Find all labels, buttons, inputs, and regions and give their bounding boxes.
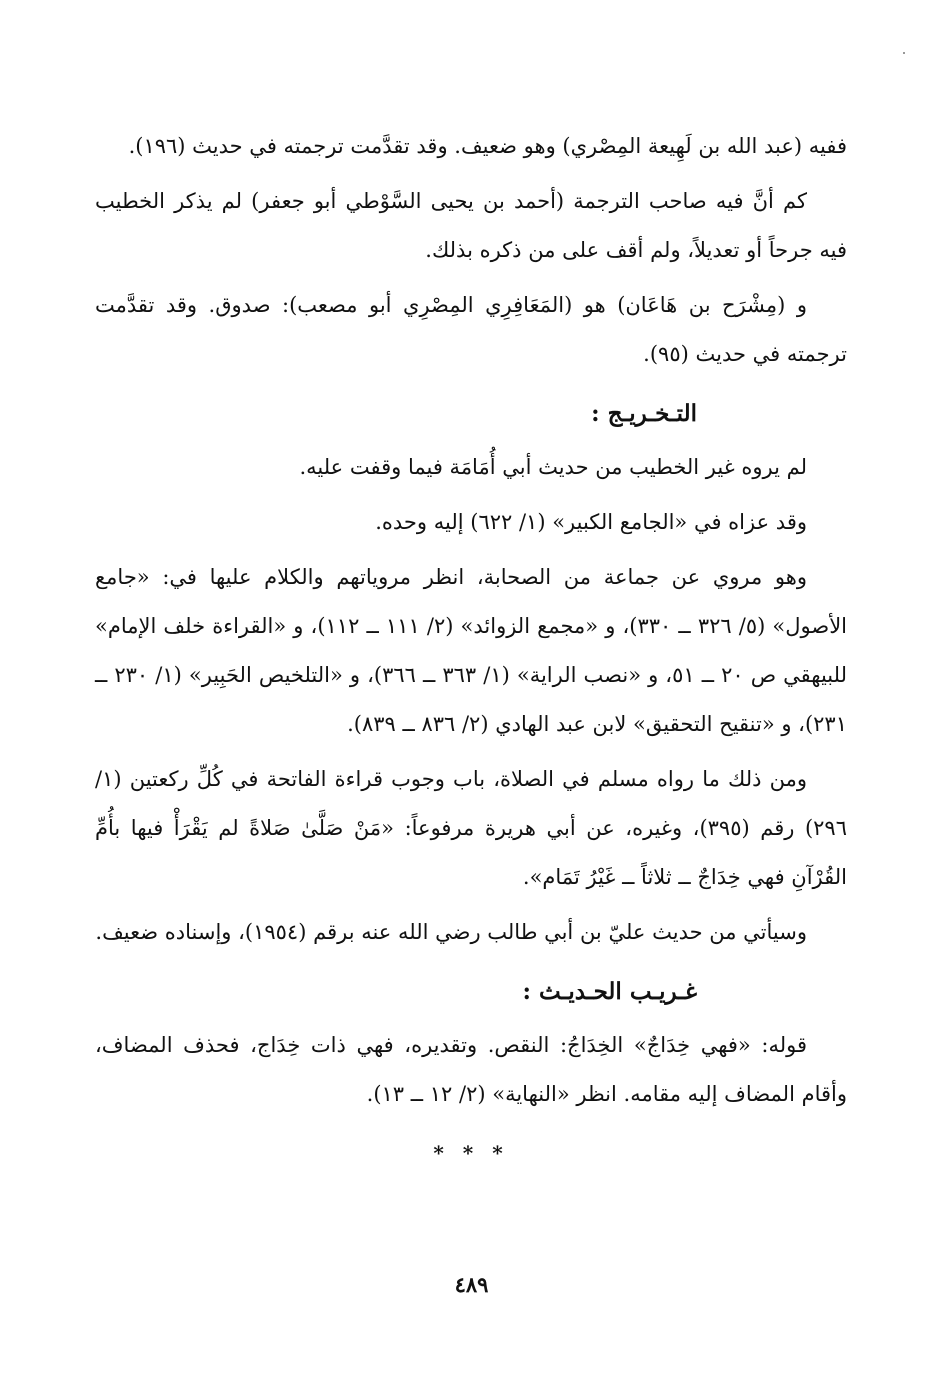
paragraph-takhrij-1: لم يروه غير الخطيب من حديث أبي أُمَامَة فيما وقفت عليه. xyxy=(299,455,807,479)
paragraph-isnad-1: ففيه (عبد الله بن لَهِيعة المِصْري) وهو ضعيف. وقد تقدَّمت ترجمته في حديث (١٩٦). xyxy=(128,134,847,158)
heading-gharib: غـريـب الحـديـث : xyxy=(522,978,697,1005)
paragraph-isnad-3: و (مِشْرَح بن هَاعَان) هو (المَعَافِرِي المِصْرِي أبو مصعب): صدوق. وقد تقدَّمت ترجمته في حديث (٩٥). xyxy=(95,293,847,366)
paragraph-takhrij-2: وقد عزاه في «الجامع الكبير» (١/ ٦٢٢) إليه وحده. xyxy=(375,510,807,534)
page-body xyxy=(95,122,847,1165)
paragraph-isnad-2: كم أنَّ فيه صاحب الترجمة (أحمد بن يحيى السَّوْطي أبو جعفر) لم يذكر الخطيب فيه جرحاً أو تعديلاً، ولم أقف على من ذكره بذلك. xyxy=(95,189,847,262)
paragraph-takhrij-5: وسيأتي من حديث عليّ بن أبي طالب رضي الله عنه برقم (١٩٥٤)، وإسناده ضعيف. xyxy=(95,920,807,944)
section-separator: * * * xyxy=(433,1141,509,1165)
heading-takhrij: التـخـريـج : xyxy=(591,400,697,427)
paragraph-takhrij-3: وهو مروي عن جماعة من الصحابة، انظر مروياتهم والكلام عليها في: «جامع الأصول» (٥/ ٣٢٦ ــ ٣٣٠)، و «مجمع الزوائد» (٢/ ١١١ ــ ١١٢)، و «القراءة خلف الإمام» للبيهقي ص ٢٠ ــ ٥١، و «نصب الراية» (١/ ٣٦٣ ــ ٣٦٦)، و «التلخيص الحَبِير» (١/ ٢٣٠ ــ ٢٣١)، و «تنقيح التحقيق» لابن عبد الهادي (٢/ ٨٣٦ ــ ٨٣٩). xyxy=(95,565,848,736)
paragraph-gharib-1: قوله: «فهي خِدَاجٌ» الخِدَاجُ: النقص. وتقديره، فهي ذات خِدَاج، فحذف المضاف، وأقام المضاف إليه مقامه. انظر «النهاية» (٢/ ١٢ ــ ١٣). xyxy=(95,1033,847,1106)
paragraph-takhrij-4: ومن ذلك ما رواه مسلم في الصلاة، باب وجوب قراءة الفاتحة في كُلِّ ركعتين (١/ ٢٩٦) رقم (٣٩٥)، وغيره، عن أبي هريرة مرفوعاً: «مَنْ صَلَّىٰ صَلاةً لم يَقْرَأْ فيها بأُمِّ القُرْآنِ فهي خِدَاجٌ ــ ثلاثاً ــ غَيْرُ تَمَام». xyxy=(95,767,847,889)
scan-speck xyxy=(903,52,905,54)
page-number: ٤٨٩ xyxy=(454,1272,489,1297)
